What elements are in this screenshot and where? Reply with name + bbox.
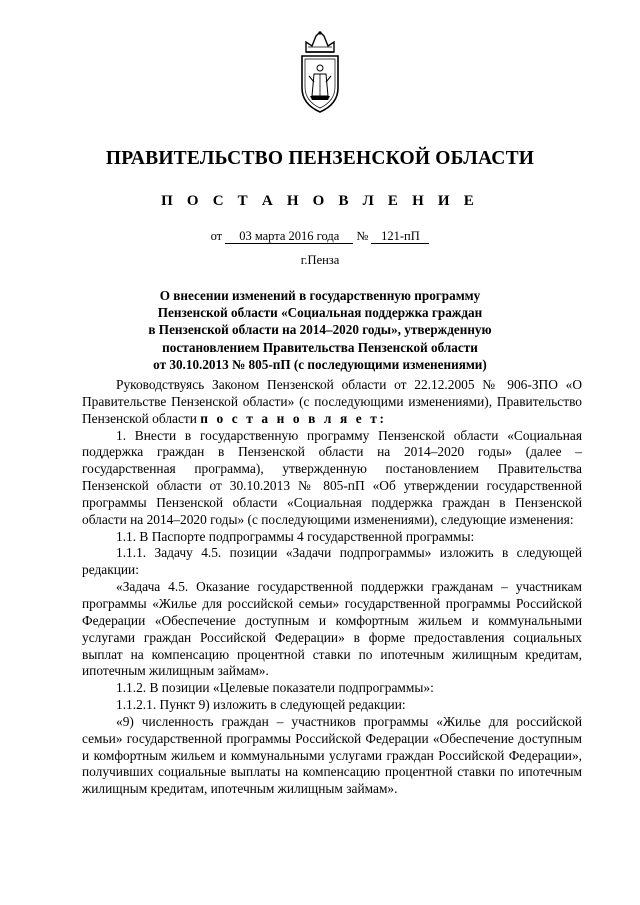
number-sign: № [356, 229, 369, 243]
date-prefix: от [210, 229, 223, 243]
document-body [82, 377, 582, 798]
document-date: 03 марта 2016 года [225, 229, 353, 244]
body-paragraph: 1. Внести в государственную программу Пензенской области «Социальная поддержка граждан в Пензенской области на 2014–2020 годы» (далее – государственная программа), утвержденную постановлением Правительства Пензенской области от 30.10.2013 № 805-пП «Об утверждении государственной программы Пензенской области «Социальная поддержка граждан в Пензенской области на 2014–2020 годы» (с последующими изменениями), следующие изменения: [82, 427, 582, 527]
document-number: 121-пП [371, 229, 429, 244]
body-paragraph: «9) численность граждан – участников программы «Жилье для российской семьи» государственной программы Российской Федерации «Обеспечение доступным и комфортным жильем и коммунальными услугами граждан Российской Федерации», получивших социальные выплаты на компенсацию процентной ставки по ипотечным жилищным кредитам, ипотечным жилищным займам». [82, 713, 582, 797]
subject-line: постановлением Правительства Пензенской области [162, 339, 478, 355]
body-paragraph: 1.1.1. Задачу 4.5. позиции «Задачи подпрограммы» изложить в следующей редакции: [82, 545, 582, 578]
document-type-title: П О С Т А Н О В Л Е Н И Е [161, 193, 479, 209]
body-paragraph: «Задача 4.5. Оказание государственной поддержки гражданам – участникам программы «Жилье для российской семьи» государственной программы Российской Федерации «Обеспечение доступным и комфортным жильем и коммунальными услугами граждан Российской Федерации» в форме предоставления социальных выплат на компенсацию процентной ставки по ипотечным жилищным кредитам, ипотечным жилищным займам». [82, 579, 582, 679]
preamble-text: Руководствуясь Законом Пензенской области от 22.12.2005 № 906-ЗПО «О Правительстве Пензенской области» (с последующими изменениями), Правительство Пензенской области [82, 377, 582, 426]
date-number-line [0, 229, 640, 244]
preamble-paragraph [82, 377, 582, 428]
subject-line: в Пензенской области на 2014–2020 годы», утвержденную [148, 322, 492, 338]
body-paragraph: 1.1.2.1. Пункт 9) изложить в следующей редакции: [116, 697, 406, 713]
body-paragraph: 1.1.2. В позиции «Целевые показатели подпрограммы»: [116, 680, 434, 696]
subject-line: Пензенской области «Социальная поддержка граждан [157, 305, 483, 321]
subject-line: от 30.10.2013 № 805-пП (с последующими изменениями) [153, 356, 487, 372]
subject-line: О внесении изменений в государственную программу [159, 288, 481, 303]
resolves-keyword: п о с т а н о в л я е т: [200, 410, 387, 426]
coat-of-arms-icon [296, 30, 344, 114]
document-subject [100, 287, 540, 373]
coat-of-arms-emblem [296, 30, 344, 114]
city: г.Пенза [300, 253, 340, 267]
government-title: ПРАВИТЕЛЬСТВО ПЕНЗЕНСКОЙ ОБЛАСТИ [105, 148, 535, 169]
body-paragraph: 1.1. В Паспорте подпрограммы 4 государственной программы: [116, 528, 475, 544]
